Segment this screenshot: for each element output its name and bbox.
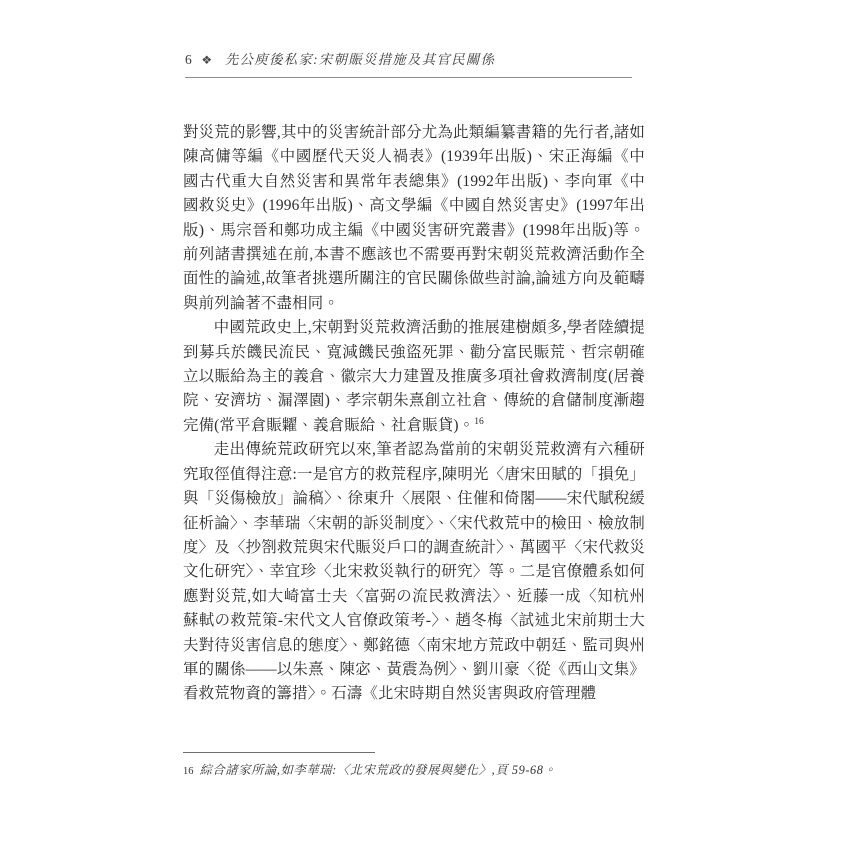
paragraph-text: 走出傳統荒政研究以來,筆者認為當前的宋朝災荒救濟有六種研究取徑值得注意:一是官方的救荒程序,陳明光〈唐宋田賦的「損免」與「災傷檢放」論稿〉、徐東升〈展限、住催和倚閣——宋代賦稅緩征析論〉、李華瑞〈宋朝的訴災制度〉、〈宋代救荒中的檢田、檢放制度〉及〈抄劄救荒與宋代賑災戶口的調查統計〉、萬國平〈宋代救災文化研究〉、幸宜珍〈北宋救災執行的研究〉等。二是官僚體系如何應對災荒,如大崎富士夫〈富弼の流民救濟法〉、近藤一成〈知杭州蘇軾の救荒策-宋代文人官僚政策考-〉、趙冬梅〈試述北宋前期士大夫對待災害信息的態度〉、鄭銘德〈南宋地方荒政中朝廷、監司與州軍的關係——以朱熹、陳宓、黃震為例〉、劉川豪〈從《西山文集》看救荒物資的籌措〉。石濤《北宋時期自然災害與政府管理體	[183, 441, 645, 703]
running-header	[185, 48, 632, 78]
footnote-number: 16	[183, 766, 194, 777]
footnote-divider	[183, 752, 375, 753]
footnote-area	[183, 752, 645, 781]
footnote	[183, 761, 645, 781]
main-text-block	[183, 121, 645, 707]
running-header-title: 先公庾後私家:宋朝賑災措施及其官民關係	[224, 52, 496, 67]
paragraph	[183, 438, 645, 706]
diamond-icon: ❖	[201, 53, 214, 67]
paragraph	[183, 316, 645, 438]
paragraph	[183, 121, 645, 316]
paragraph-text: 中國荒政史上,宋朝對災荒救濟活動的推展建樹頗多,學者陸續提到募兵於饑民流民、寬減饑民強盜死罪、勸分富民賑荒、哲宗朝確立以賑給為主的義倉、徽宗大力建置及推廣多項社會救濟制度(居養院、安濟坊、漏澤園)、孝宗朝朱熹創立社倉、傳統的倉儲制度漸趨完備(常平倉賑糶、義倉賑給、社倉賑貸)。	[183, 319, 645, 434]
footnote-reference: 16	[474, 416, 484, 427]
paragraph-text: 對災荒的影響,其中的災害統計部分尤為此類編纂書籍的先行者,諸如陳高傭等編《中國歷代天災人禍表》(1939年出版)、宋正海編《中國古代重大自然災害和異常年表總集》(1992年出版)、李向軍《中國救災史》(1996年出版)、高文學編《中國自然災害史》(1997年出版)、馬宗晉和鄭功成主編《中國災害研究叢書》(1998年出版)等。前列諸書撰述在前,本書不應該也不需要再對宋朝災荒救濟活動作全面性的論述,故筆者挑選所關注的官民關係做些討論,論述方向及範疇與前列論著不盡相同。	[183, 124, 645, 312]
page-number: 6	[185, 52, 192, 67]
footnote-text: 綜合諸家所論,如李華瑞:〈北宋荒政的發展與變化〉,頁 59-68。	[199, 763, 557, 777]
